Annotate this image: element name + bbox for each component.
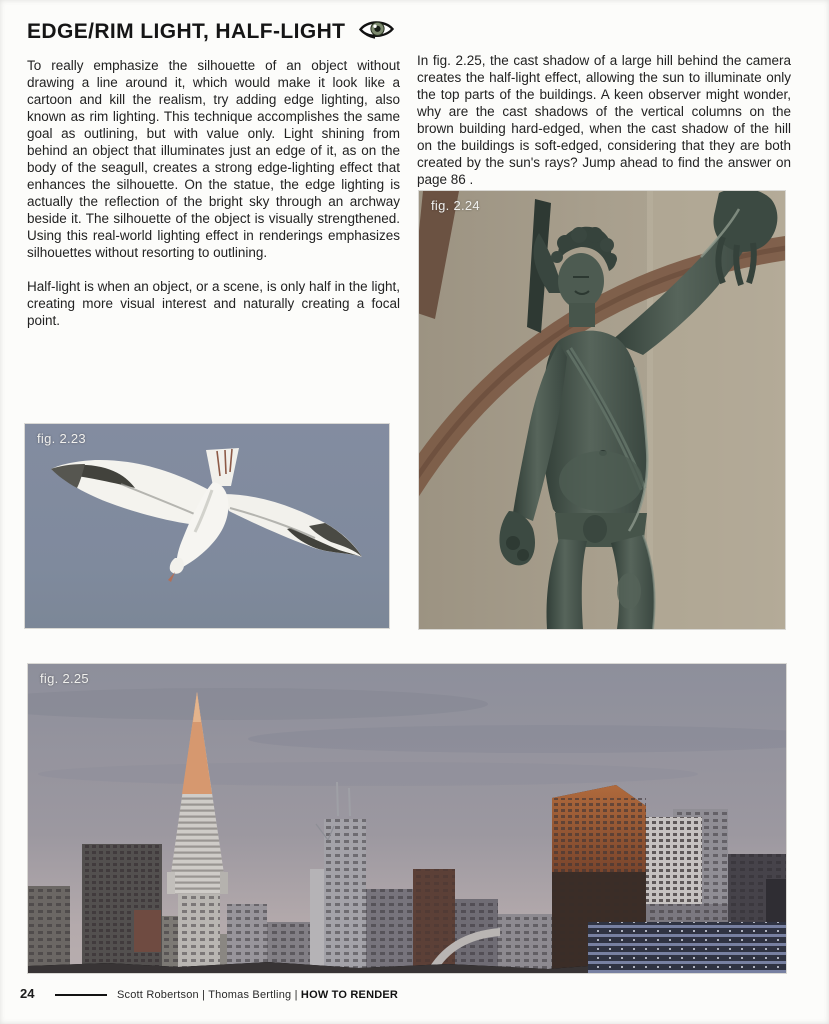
statue-illustration [419, 191, 785, 629]
cityscape-illustration [28, 664, 786, 973]
footer-book-title: HOW TO RENDER [300, 989, 399, 1001]
page-number: 24 [20, 986, 35, 1001]
seagull-illustration [25, 424, 389, 628]
body-paragraph: In fig. 2.25, the cast shadow of a large hill behind the camera creates the half-light effect, allowing the sun to illuminate only the top parts of the buildings. A keen observer might wonder, why are the cast shadows of the vertical columns on the brown building hard-edged, when the cast shadow of the hill on the buildings is soft-edged, considering that they are both created by the sun's rays? Jump ahead to find the answer on page 86 . [417, 53, 791, 187]
eye-icon [358, 17, 395, 48]
footer-authors: Scott Robertson | Thomas Bertling | [117, 989, 298, 1001]
figure-label: fig. 2.23 [37, 431, 86, 446]
footer-credits [117, 989, 398, 1001]
figure-label: fig. 2.25 [40, 671, 89, 686]
left-column [27, 57, 400, 346]
figure-label: fig. 2.24 [431, 198, 480, 213]
footer-rule [55, 994, 107, 996]
page-title [27, 16, 395, 47]
figure-cityscape-photo [28, 664, 786, 973]
body-paragraph: Half-light is when an object, or a scene, is only half in the light, creating more visual interest and naturally creating a focal point. [27, 279, 400, 328]
figure-seagull-photo [25, 424, 389, 628]
page-title-text: EDGE/RIM LIGHT, HALF-LIGHT [27, 19, 346, 43]
right-column [417, 52, 791, 205]
body-paragraph: To really emphasize the silhouette of an object without drawing a line around it, which would make it look like a cartoon and kill the realism, try adding edge lighting, also known as rim lighting. This technique accomplishes the same goal as outlining, but with value only. Light shining from behind an object that illuminates just an edge of it, as on the body of the seagull, creates a strong edge-lighting effect that enhances the silhouette. On the statue, the edge lighting is actually the reflection of the bright sky through an archway beside it. The silhouette of the object is visually strengthened. Using this real-world lighting effect in renderings emphasizes silhouettes without resorting to outlining. [27, 58, 400, 260]
figure-statue-photo [419, 191, 785, 629]
